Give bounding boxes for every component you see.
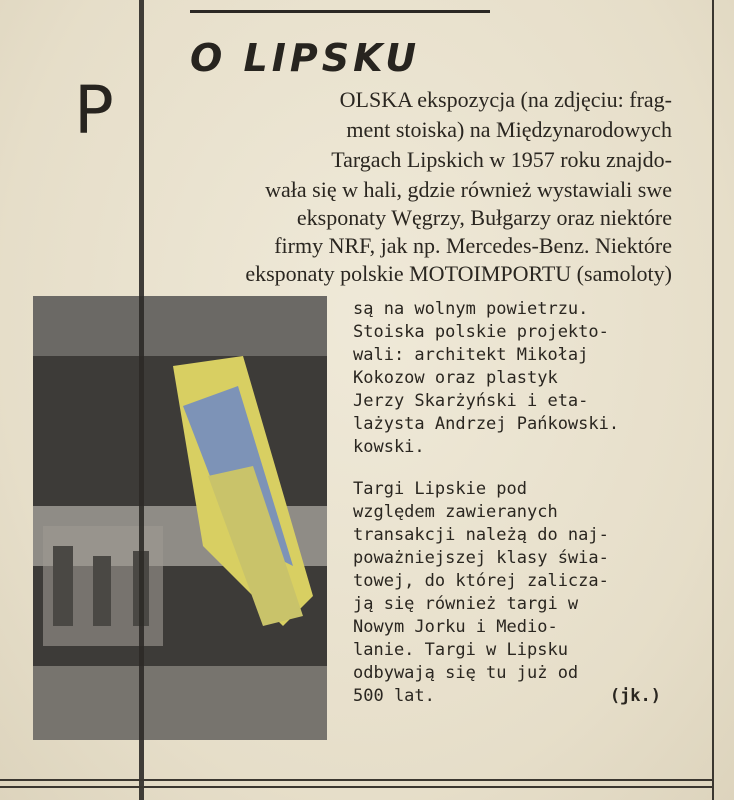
intro-line: firmy NRF, jak np. Mercedes-Benz. Niektóre [274,233,672,258]
column-line: Targi Lipskie pod [353,479,527,499]
column-line: odbywają się tu już od [353,663,579,683]
drop-cap: P [74,72,114,149]
column-line: ją się również targi w [353,594,579,614]
author-signature: (jk.) [609,686,661,706]
intro-line: OLSKA ekspozycja (na zdjęciu: frag- [339,87,672,112]
intro-line: eksponaty Węgrzy, Bułgarzy oraz niektóre [296,205,672,230]
right-border [712,0,714,800]
column-line: transakcji należą do naj- [353,525,609,545]
exhibition-photo [33,296,327,740]
last-line-text: 500 lat. [353,686,435,706]
intro-line: eksponaty polskie MOTOIMPORTU (samoloty) [245,261,672,286]
column-line: Stoiska polskie projekto- [353,322,609,342]
column-line: Jerzy Skarżyński i eta- [353,391,589,411]
intro-line: Targach Lipskich w 1957 roku znajdo- [331,147,672,172]
column-line: poważniejszej klasy świa- [353,548,609,568]
photo-illustration [33,296,327,740]
bottom-rule [0,779,712,781]
column-line: Nowym Jorku i Medio- [353,617,558,637]
column-paragraph-1 [353,298,661,459]
column-line: względem zawieranych [353,502,558,522]
page-fold-line [139,0,144,800]
article-headline: O LIPSKU [190,36,421,80]
column-line: towej, do której zalicza- [353,571,609,591]
column-last-line [353,685,661,708]
column-line: lażysta Andrzej Pańkowski. [353,414,620,434]
intro-line: wała się w hali, gdzie również wystawiali swe [265,177,672,202]
bottom-rule [0,786,712,788]
column-line: lanie. Targi w Lipsku [353,640,568,660]
column-line: wali: architekt Mikołaj [353,345,589,365]
top-rule [190,10,490,13]
column-line: Kokozow oraz plastyk [353,368,558,388]
column-paragraph-2 [353,478,661,708]
column-line: są na wolnym powietrzu. [353,299,589,319]
column-line: kowski. [353,437,425,457]
intro-line: ment stoiska) na Międzynarodowych [346,117,672,142]
